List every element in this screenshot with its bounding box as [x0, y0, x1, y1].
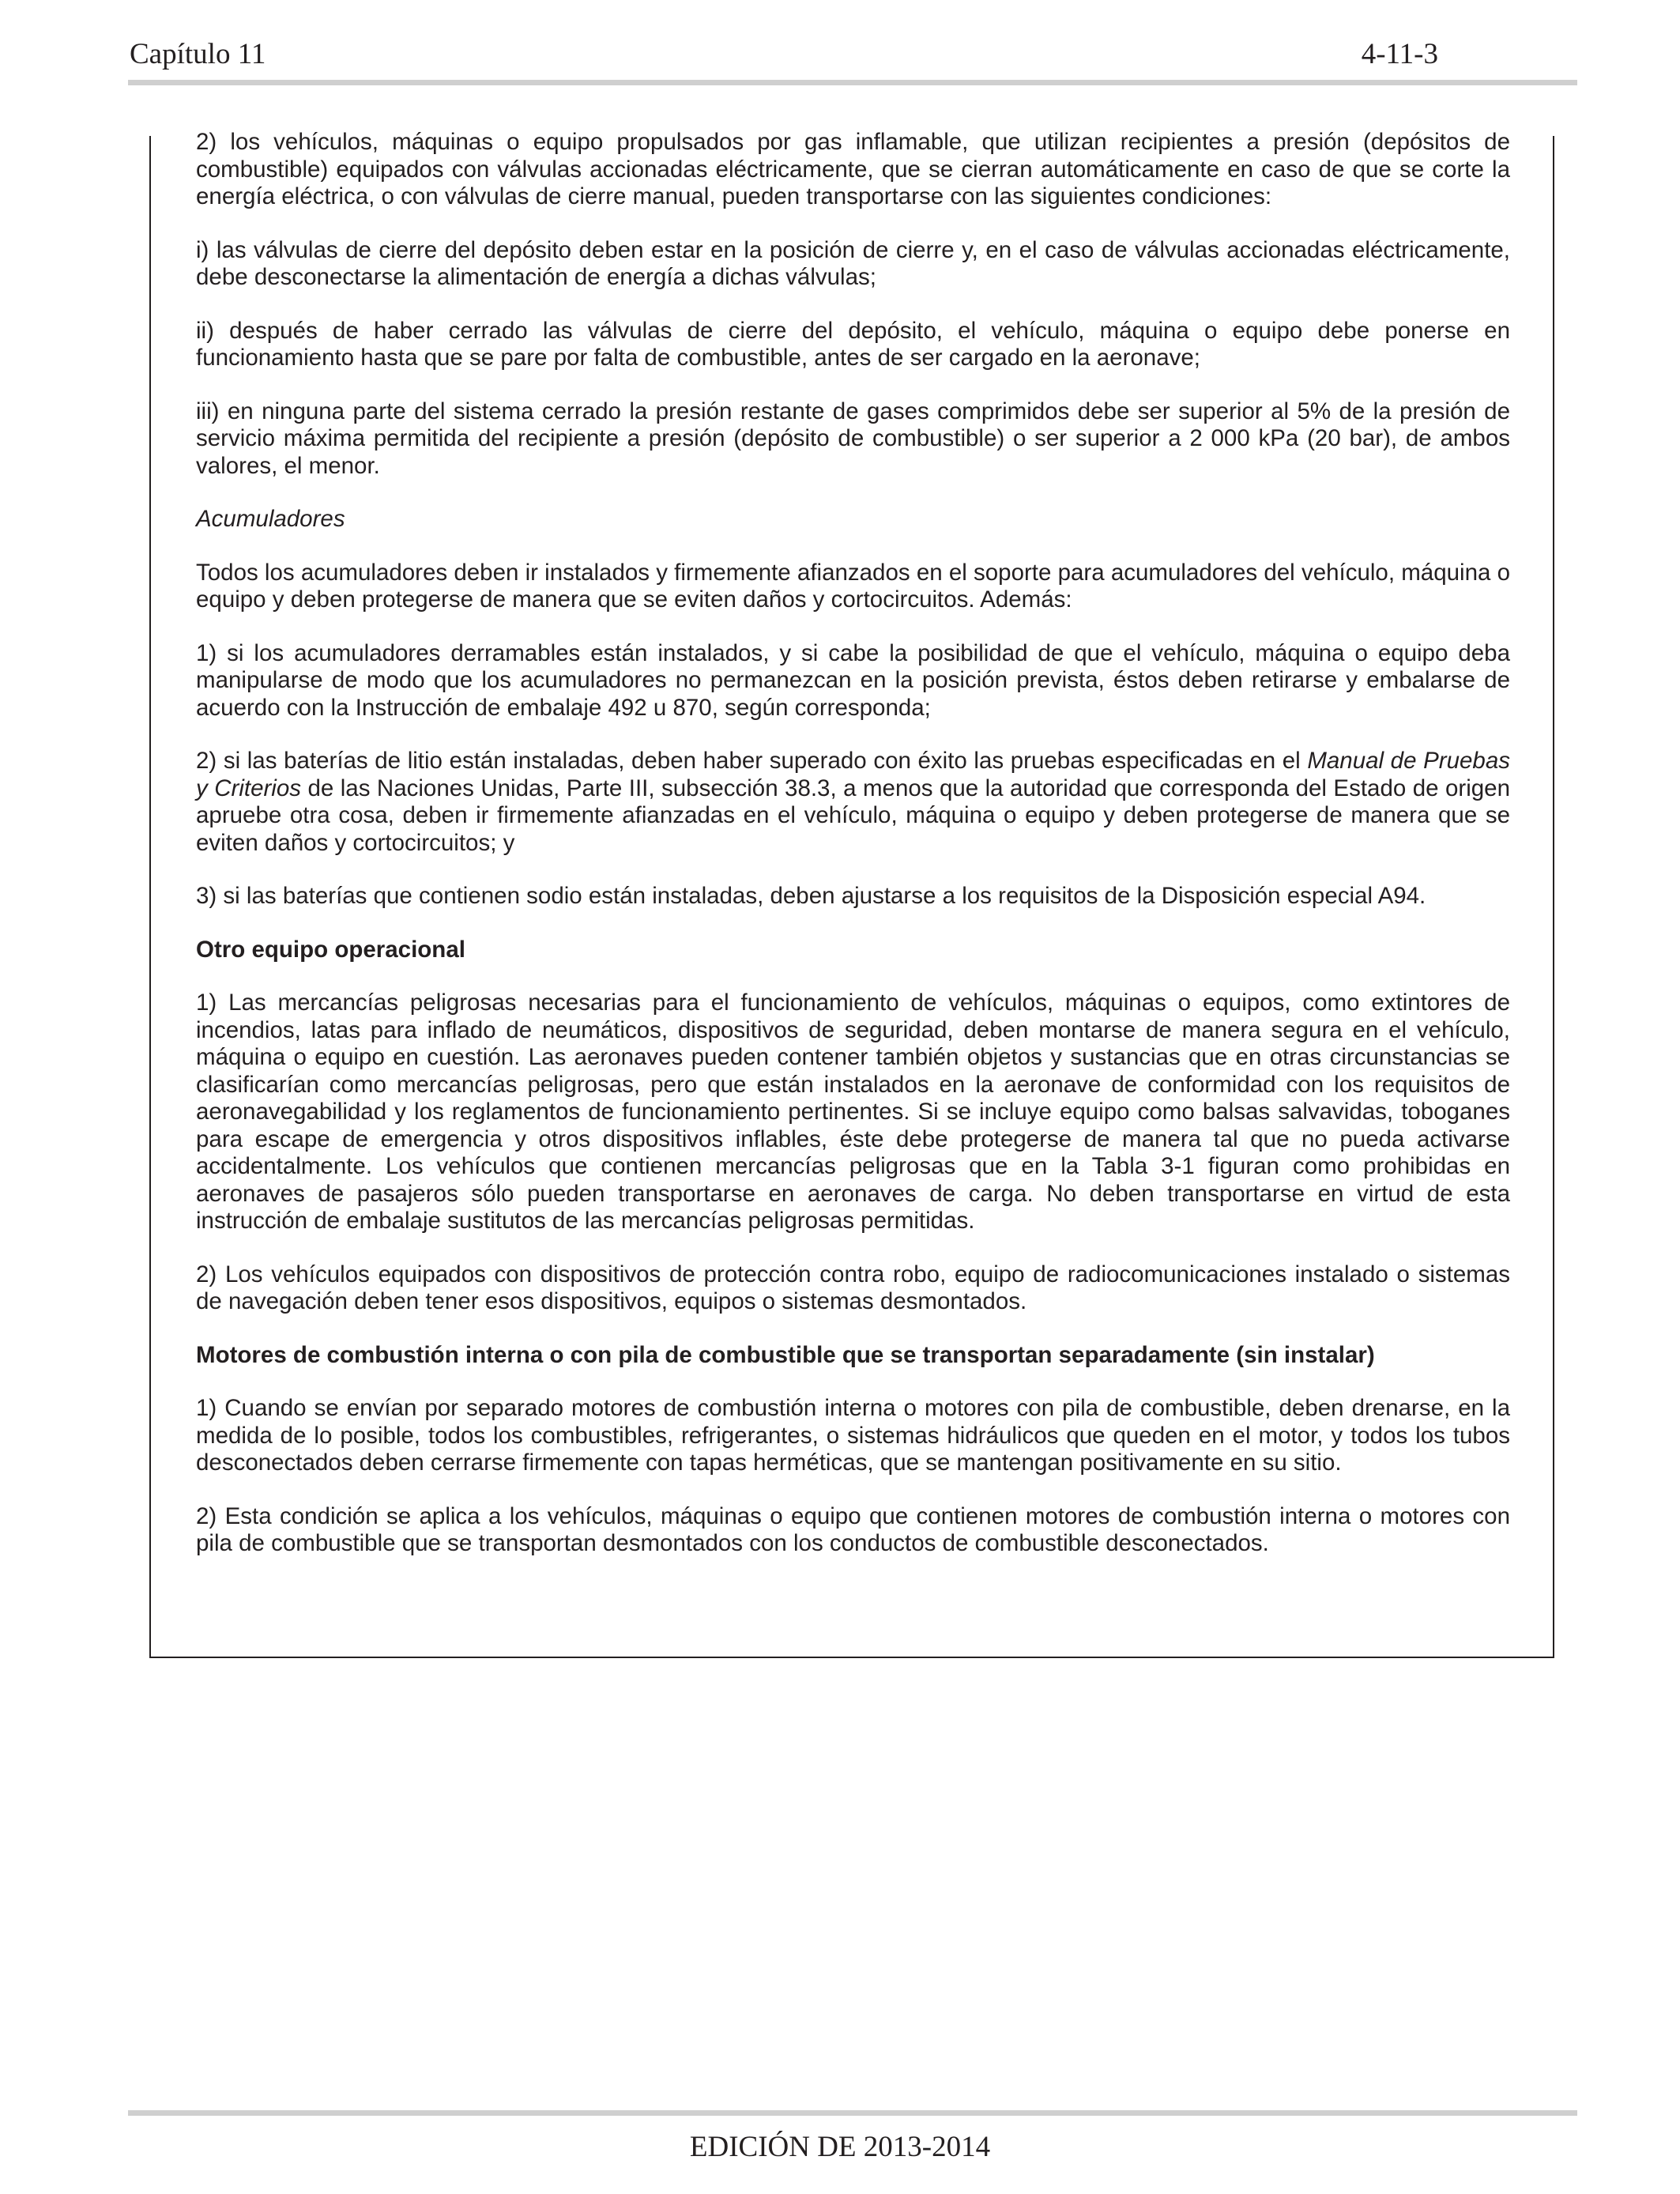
- paragraph-acumuladores-3: 3) si las baterías que contienen sodio están instaladas, deben ajustarse a los requisitos de la Disposición especial A94.: [196, 883, 1426, 909]
- paragraph-acumuladores-intro: Todos los acumuladores deben ir instalados y firmemente afianzados en el soporte para acumuladores del vehículo, máquina o equipo y deben protegerse de manera que se eviten daños y cortocircuitos. Además:: [196, 559, 1510, 613]
- page-header: [130, 35, 1438, 76]
- page-number: 4-11-3: [1361, 38, 1438, 70]
- paragraph-condition-ii: ii) después de haber cerrado las válvulas de cierre del depósito, el vehículo, máquina o equipo debe ponerse en funcionamiento hasta que se pare por falta de combustible, antes de ser cargado en la aeronave;: [196, 317, 1510, 371]
- paragraph-acumuladores-1: 1) si los acumuladores derramables están instalados, y si cabe la posibilidad de que el vehículo, máquina o equipo deba manipularse de modo que los acumuladores no permanezcan en la posición prevista, éstos deben retirarse y embalarse de acuerdo con la Instrucción de embalaje 492 u 870, según corresponda;: [196, 639, 1510, 721]
- page-footer: EDICIÓN DE 2013-2014: [689, 2131, 991, 2163]
- footer-rule: [128, 2110, 1577, 2116]
- heading-otro-equipo: Otro equipo operacional: [196, 936, 465, 963]
- paragraph-condition-i: i) las válvulas de cierre del depósito deben estar en la posición de cierre y, en el caso de válvulas accionadas eléctricamente, debe desconectarse la alimentación de energía a dichas válvulas;: [196, 236, 1510, 290]
- header-rule: [128, 80, 1577, 85]
- heading-motores: Motores de combustión interna o con pila de combustible que se transportan separadamente (sin instalar): [196, 1341, 1375, 1368]
- manual-title: Manual de Pruebas y Criterios: [196, 748, 1510, 801]
- paragraph-otro-equipo-2: 2) Los vehículos equipados con dispositivos de protección contra robo, equipo de radiocomunicaciones instalado o sistemas de navegación deben tener esos dispositivos, equipos o sistemas desmontados.: [196, 1261, 1510, 1314]
- paragraph-condition-iii: iii) en ninguna parte del sistema cerrado la presión restante de gases comprimidos debe ser superior al 5% de la presión de servicio máxima permitida del recipiente a presión (depósito de combustible) o ser superior a 2 000 kPa (20 bar), de ambos valores, el menor.: [196, 398, 1510, 479]
- document-body: [196, 129, 1510, 1584]
- paragraph-acumuladores-2-pre: 2) si las baterías de litio están instaladas, deben haber superado con éxito las pruebas especificadas en el: [196, 748, 1308, 774]
- paragraph-otro-equipo-1: 1) Las mercancías peligrosas necesarias para el funcionamiento de vehículos, máquinas o equipos, como extintores de incendios, latas para inflado de neumáticos, dispositivos de seguridad, deben montarse de manera segura en el vehículo, máquina o equipo en cuestión. Las aeronaves pueden contener también objetos y sustancias que en otras circunstancias se clasificarían como mercancías peligrosas, pero que están instalados en la aeronave de conformidad con los requisitos de aeronavegabilidad y los reglamentos de funcionamiento pertinentes. Si se incluye equipo como balsas salvavidas, toboganes para escape de emergencia y otros dispositivos inflables, éste debe protegerse de manera tal que no pueda activarse accidentalmente. Los vehículos que contienen mercancías peligrosas que en la Tabla 3-1 figuran como prohibidas en aeronaves de pasajeros sólo pueden transportarse en aeronaves de carga. No deben transportarse en virtud de esta instrucción de embalaje sustitutos de las mercancías peligrosas permitidas.: [196, 990, 1510, 1234]
- heading-acumuladores: Acumuladores: [196, 506, 345, 532]
- paragraph-acumuladores-2: [196, 748, 1510, 857]
- paragraph-motores-2: 2) Esta condición se aplica a los vehículos, máquinas o equipo que contienen motores de combustión interna o motores con pila de combustible que se transportan desmontados con los conductos de combustible desconectados.: [196, 1502, 1510, 1556]
- paragraph-acumuladores-2-post: de las Naciones Unidas, Parte III, subsección 38.3, a menos que la autoridad que corresponda del Estado de origen apruebe otra cosa, deben ir firmemente afianzadas en el vehículo, máquina o equipo y deben protegerse de manera que se eviten daños y cortocircuitos; y: [196, 775, 1510, 856]
- paragraph-gas-vehicles: 2) los vehículos, máquinas o equipo propulsados por gas inflamable, que utilizan recipientes a presión (depósitos de combustible) equipados con válvulas accionadas eléctricamente, que se cierran automáticamente en caso de que se corte la energía eléctrica, o con válvulas de cierre manual, pueden transportarse con las siguientes condiciones:: [196, 129, 1510, 209]
- chapter-title: Capítulo 11: [130, 38, 266, 70]
- paragraph-motores-1: 1) Cuando se envían por separado motores de combustión interna o motores con pila de combustible, deben drenarse, en la medida de lo posible, todos los combustibles, refrigerantes, o sistemas hidráulicos que queden en el motor, y todos los tubos desconectados deben cerrarse firmemente con tapas herméticas, que se mantengan positivamente en su sitio.: [196, 1395, 1510, 1476]
